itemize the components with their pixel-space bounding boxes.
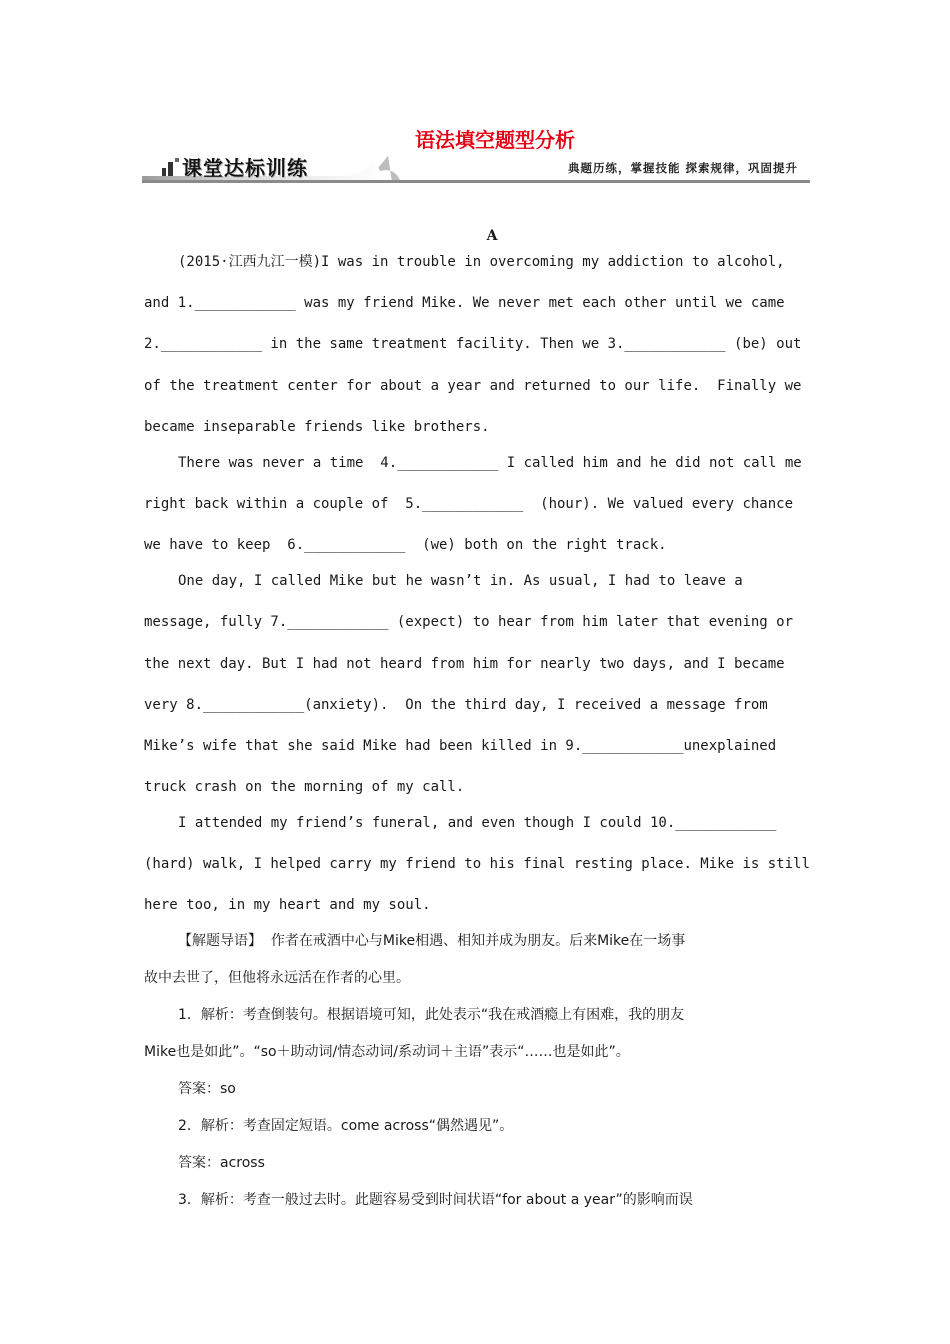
text-line: here too, in my heart and my soul. (144, 897, 431, 914)
passage-paragraph-2 (144, 451, 810, 569)
explanation-line: Mike也是如此”。“so＋助动词/情态动词/系动词＋主语”表示“……也是如此”。 (144, 1044, 630, 1061)
text-line: truck crash on the morning of my call. (144, 779, 465, 796)
guide-line: 故中去世了，但他将永远活在作者的心里。 (144, 970, 410, 987)
text-line: the next day. But I had not heard from him for nearly two days, and I became (144, 655, 785, 672)
banner-label: 课堂达标训练 (182, 156, 308, 180)
passage-paragraph-4 (144, 811, 810, 929)
passage-paragraph-3 (144, 569, 810, 811)
explanation-line: 2．解析：考查固定短语。come across“偶然遇见”。 (178, 1118, 514, 1135)
text-line: Mike’s wife that she said Mike had been killed in 9.____________unexplained (144, 737, 777, 754)
section-banner (142, 150, 810, 186)
text-line: became inseparable friends like brothers. (144, 418, 490, 435)
text-line: There was never a time 4.____________ I called him and he did not call me (178, 454, 802, 471)
explanation-line: 3．解析：考查一般过去时。此题容易受到时间状语“for about a year”的影响而误 (178, 1192, 693, 1209)
guide-line: 【解题导语】 作者在戒酒中心与Mike相遇、相知并成为朋友。后来Mike在一场事 (178, 933, 686, 950)
text-line: One day, I called Mike but he wasn’t in. As usual, I had to leave a (178, 573, 743, 590)
text-line: message, fully 7.____________ (expect) to hear from him later that evening or (144, 614, 794, 631)
text-line: I attended my friend’s funeral, and even though I could 10.____________ (178, 815, 777, 832)
answer-line: 答案：across (178, 1155, 265, 1172)
text-line: (hard) walk, I helped carry my friend to his final resting place. Mike is still (144, 856, 810, 873)
text-line: right back within a couple of 5.____________ (hour). We valued every chance (144, 495, 794, 512)
text-line: (2015·江西九江一模)I was in trouble in overcoming my addiction to alcohol, (178, 254, 785, 270)
answer-line: 答案：so (178, 1081, 236, 1098)
explanation-line: 1．解析：考查倒装句。根据语境可知，此处表示“我在戒酒瘾上有困难，我的朋友 (178, 1007, 685, 1024)
text-line: 2.____________ in the same treatment facility. Then we 3.____________ (be) out (144, 336, 802, 353)
passage-paragraph-1 (144, 250, 810, 451)
exercise-body (144, 250, 810, 1225)
banner-tagline: 典题历练，掌握技能 探索规律，巩固提升 (567, 161, 798, 175)
text-line: we have to keep 6.____________ (we) both on the right track. (144, 537, 667, 554)
answer-analysis (144, 929, 810, 1225)
document-title: 语法填空题型分析 (415, 128, 575, 152)
text-line: and 1.____________ was my friend Mike. We never met each other until we came (144, 295, 785, 312)
text-line: of the treatment center for about a year and returned to our life. Finally we (144, 377, 802, 394)
section-heading: A (486, 228, 498, 244)
text-line: very 8.____________(anxiety). On the third day, I received a message from (144, 696, 768, 713)
